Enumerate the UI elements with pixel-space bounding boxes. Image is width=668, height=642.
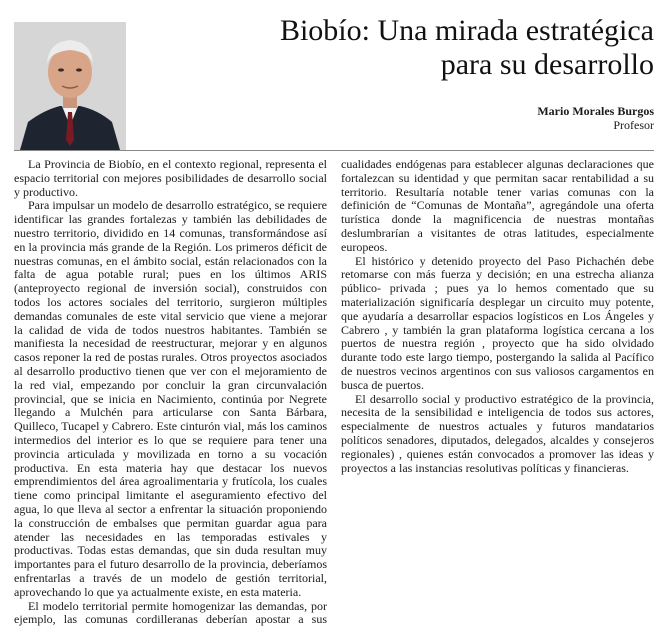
article-body <box>14 158 654 638</box>
article-title-line-1: Biobío: Una mirada estratégica <box>279 14 654 47</box>
article-title-line-2: para su desarrollo <box>440 48 654 81</box>
article-title <box>154 14 654 82</box>
author-name: Mario Morales Burgos <box>537 104 654 118</box>
article-paragraph: El histórico y detenido proyecto del Paso Pichachén debe retomarse con más fuerza y decisión; en una estrecha alianza público- privada ; pues ya lo hemos comentado que su materialización significaría desplegar un circuito muy potente, que ayudaría a desarrollar espacios logísticos en Los Ángeles y Cabrero , y también la gran plataforma logística cercana a los puertos de nuestra región , proyecto que ha sido olvidado durante todo este largo tiempo, postergando la salida al Pacífico de nuestros vecinos argentinos con sus valiosos cargamentos en busca de puertos. <box>341 253 654 392</box>
header-divider <box>14 150 654 151</box>
article-paragraph: Para impulsar un modelo de desarrollo estratégico, se requiere identificar las grandes fortalezas y también las debilidades de nuestro territorio, dividido en 14 comunas, transformándose así en la provincia más grande de la Región. Los primeros déficit de nuestras comunas, en el ámbito social, están relacionados con la falta de agua potable rural; pues en los últimos ARIS (anteproyecto regional de inversión social), construidos con todos los actores sociales del territorio, surgieron múltiples demandas comunales de este vital servicio que viene a mejorar la calidad de vida de todos nuestros habitantes. También se manifiesta la necesidad de reestructurar, mejorar y en algunos casos reponer la red de postas rurales. Otros proyectos asociados al desarrollo productivo tienen que ver con el mejoramiento de la red vial, empezando por concluir la gran circunvalación provincial, que se inicia en Nacimiento, continúa por Negrete llegando a Mulchén para articularse con Santa Bárbara, Quilleco, Tucapel y Cabrero. Este cinturón vial, más los caminos intermedios del interior es lo que se requiere para tener una provincia articulada y movilizada en torno a su vocación productiva. En esta materia hay que destacar los nuevos emprendimientos del área agroalimentaria y frutícola, los cuales tiene como principal limitante el aseguramiento efectivo del agua, lo que lleva al sector a enfrentar la situación proponiendo la construcción de embalses que permitan guardar agua para atender las necesidades en las temporadas estivales y productivas. Todas estas demandas, que sin duda resultan muy importantes para el futuro desarrollo de la provincia, deberíamos enfrentarlas a través de un modelo de gestión territorial, aprovechando lo que ya actualmente existe, en esta materia. <box>14 198 327 599</box>
author-portrait-icon <box>14 22 126 150</box>
author-role: Profesor <box>613 118 654 132</box>
byline <box>537 104 654 132</box>
article-paragraph: El modelo territorial permite homogenizar las demandas, por ejemplo, las comunas cordilleranas deberían apostar a sus cualidades endógenas para establecer algunas declaraciones que fortalezcan su identidad y que permitan sacar rentabilidad a su territorio. Resultaría notable tener varias comunas con la definición de “Comunas de Montaña”, agregándole una oferta turística donde la magnificencia de nuestras montañas deslumbrarían a visitantes de otras latitudes, especialmente europeos. <box>14 158 654 627</box>
article-paragraph: El desarrollo social y productivo estratégico de la provincia, necesita de la sensibilidad e inteligencia de todos sus actores, especialmente de nuestros actuales y futuros mandatarios políticos senadores, diputados, delegados, alcaldes y consejeros regionales) , quienes están convocados a promover las ideas y proyectos a las instancias resolutivas políticas y financieras. <box>341 391 654 475</box>
author-photo <box>14 22 126 150</box>
article-paragraph: La Provincia de Biobío, en el contexto regional, representa el espacio territorial con mejores posibilidades de desarrollo social y productivo. <box>14 158 327 199</box>
